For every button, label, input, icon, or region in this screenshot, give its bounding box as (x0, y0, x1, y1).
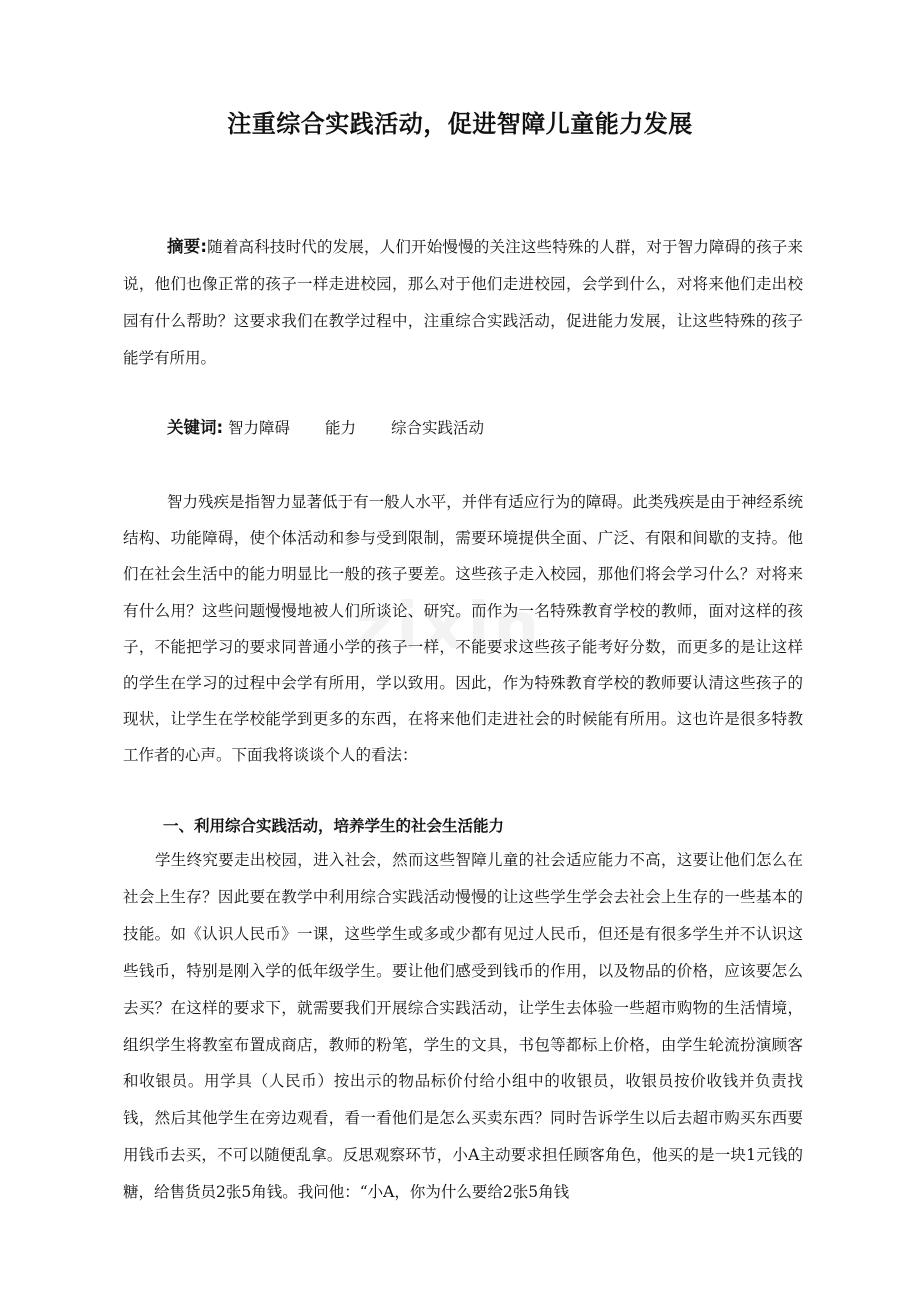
keywords (167, 413, 514, 443)
abstract-label: 摘要: (167, 237, 207, 256)
abstract (123, 228, 803, 377)
abstract-text: 随着高科技时代的发展，人们开始慢慢的关注这些特殊的人群，对于智力障碍的孩子来说，他们也像正常的孩子一样走进校园，那么对于他们走进校园，会学到什么，对将来他们走出校园有什么帮助？这要求我们在教学过程中，注重综合实践活动，促进能力发展，让这些特殊的孩子能学有所用。 (123, 238, 803, 367)
document-title: 注重综合实践活动，促进智障儿童能力发展 (227, 110, 693, 138)
keyword-item: 能力 (325, 419, 357, 437)
keyword-item: 综合实践活动 (390, 419, 484, 437)
section-paragraph: 学生终究要走出校园，进入社会，然而这些智障儿童的社会适应能力不高，这要让他们怎么在社会上生存？因此要在教学中利用综合实践活动慢慢的让这些学生学会去社会上生存的一些基本的技能。如《认识人民币》一课，这些学生或多或少都有见过人民币，但还是有很多学生并不认识这些钱币，特别是刚入学的低年级学生。要让他们感受到钱币的作用，以及物品的价格，应该要怎么去买？在这样的要求下，就需要我们开展综合实践活动，让学生去体验一些超市购物的生活情境，组织学生将教室布置成商店，教师的粉笔，学生的文具，书包等都标上价格，由学生轮流扮演顾客和收银员。用学具（人民币）按出示的物品标价付给小组中的收银员，收银员按价收钱并负责找钱，然后其他学生在旁边观看，看一看他们是怎么买卖东西？同时告诉学生以后去超市购买东西要用钱币去买，不可以随便乱拿。反思观察环节，小A主动要求担任顾客角色，他买的是一块1元钱的糖，给售货员2张5角钱。我问他：“小A，你为什么要给2张5角钱 (123, 851, 803, 1202)
section-heading: 一、利用综合实践活动，培养学生的社会生活能力 (163, 817, 505, 835)
keyword-item: 智力障碍 (228, 419, 291, 437)
intro-paragraph: 智力残疾是指智力显著低于有一般人水平，并伴有适应行为的障碍。此类残疾是由于神经系统结构、功能障碍，使个体活动和参与受到限制，需要环境提供全面、广泛、有限和间歇的支持。他们在社会生活中的能力明显比一般的孩子要差。这些孩子走入校园，那他们将会学习什么？对将来有什么用？这些问题慢慢地被人们所谈论、研究。而作为一名特殊教育学校的教师，面对这样的孩子，不能把学习的要求同普通小学的孩子一样，不能要求这些孩子能考好分数，而更多的是让这样的学生在学习的过程中会学有所用，学以致用。因此，作为特殊教育学校的教师要认清这些孩子的现状，让学生在学校能学到更多的东西，在将来他们走进社会的时候能有所用。这也许是很多特教工作者的心声。下面我将谈谈个人的看法： (123, 493, 803, 765)
watermark: zixin (355, 590, 543, 664)
keywords-label: 关键词: (167, 418, 224, 437)
